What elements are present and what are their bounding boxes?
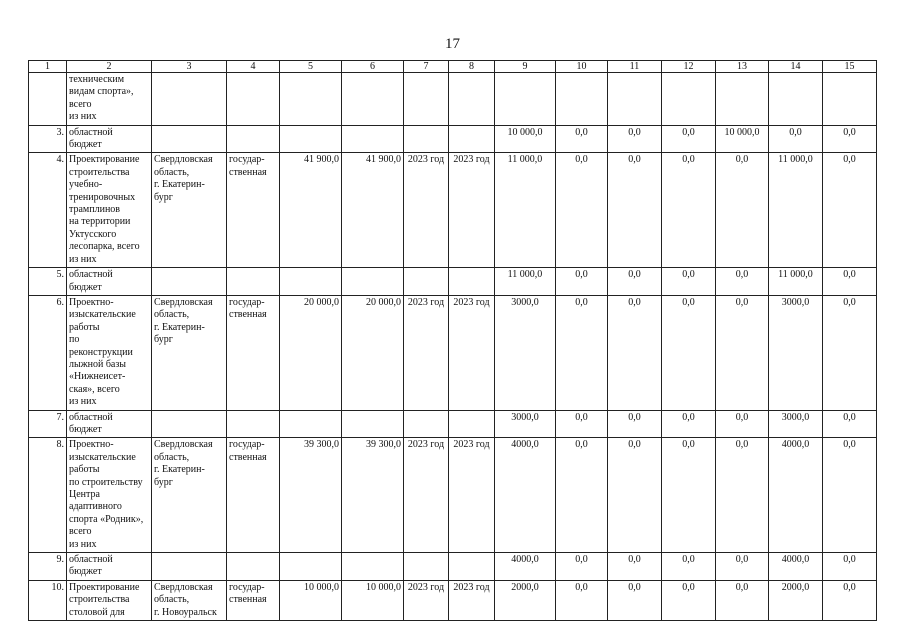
- amount-cell: 3000,0: [769, 410, 823, 438]
- amount-cell: 0,0: [608, 410, 662, 438]
- item-name-cell: Проектно- изыскательские работы по реконструкции лыжной базы «Нижнеисет- ская», всего из них: [67, 295, 152, 410]
- amount-cell: 0,0: [716, 410, 769, 438]
- amount-cell: 0,0: [662, 125, 716, 153]
- table-row: [29, 580, 877, 620]
- amount-cell: 0,0: [556, 580, 608, 620]
- start-year-cell: [404, 73, 449, 126]
- estimated-cost-cell: [280, 268, 342, 296]
- ownership-form-cell: государ- ственная: [227, 438, 280, 553]
- amount-cell: [716, 73, 769, 126]
- amount-cell: 0,0: [662, 553, 716, 581]
- amount-total-cell: 3000,0: [495, 295, 556, 410]
- amount-cell: 0,0: [716, 153, 769, 268]
- item-name-cell: техническим видам спорта», всего из них: [67, 73, 152, 126]
- location-cell: [152, 268, 227, 296]
- table-row: [29, 153, 877, 268]
- row-number-cell: 7.: [29, 410, 67, 438]
- end-year-cell: [449, 553, 495, 581]
- amount-cell: 11 000,0: [769, 153, 823, 268]
- amount-cell: 0,0: [662, 438, 716, 553]
- amount-cell: 2000,0: [769, 580, 823, 620]
- amount-total-cell: 4000,0: [495, 438, 556, 553]
- start-year-cell: 2023 год: [404, 438, 449, 553]
- amount-cell: 11 000,0: [769, 268, 823, 296]
- location-cell: [152, 73, 227, 126]
- header-cell: 13: [716, 61, 769, 73]
- budget-table: [28, 60, 877, 621]
- header-cell: 4: [227, 61, 280, 73]
- amount-cell: 0,0: [716, 295, 769, 410]
- start-year-cell: 2023 год: [404, 580, 449, 620]
- ownership-form-cell: [227, 410, 280, 438]
- amount-cell: 0,0: [823, 295, 877, 410]
- location-cell: [152, 125, 227, 153]
- row-number-cell: 3.: [29, 125, 67, 153]
- amount-cell: 0,0: [823, 553, 877, 581]
- header-cell: 5: [280, 61, 342, 73]
- amount-cell: 0,0: [556, 268, 608, 296]
- header-cell: 7: [404, 61, 449, 73]
- amount-cell: 0,0: [608, 295, 662, 410]
- amount-cell: 4000,0: [769, 438, 823, 553]
- amount-cell: 0,0: [608, 438, 662, 553]
- end-year-cell: 2023 год: [449, 580, 495, 620]
- header-cell: 9: [495, 61, 556, 73]
- total-cost-cell: 39 300,0: [342, 438, 404, 553]
- amount-total-cell: 2000,0: [495, 580, 556, 620]
- amount-total-cell: 11 000,0: [495, 153, 556, 268]
- estimated-cost-cell: 10 000,0: [280, 580, 342, 620]
- amount-cell: 0,0: [608, 580, 662, 620]
- amount-cell: 0,0: [662, 410, 716, 438]
- row-number-cell: 9.: [29, 553, 67, 581]
- amount-cell: 0,0: [716, 553, 769, 581]
- table-row: [29, 73, 877, 126]
- estimated-cost-cell: 39 300,0: [280, 438, 342, 553]
- amount-cell: [769, 73, 823, 126]
- start-year-cell: [404, 410, 449, 438]
- table-row: [29, 268, 877, 296]
- table-row: [29, 125, 877, 153]
- amount-cell: 0,0: [556, 125, 608, 153]
- header-cell: 2: [67, 61, 152, 73]
- amount-cell: 0,0: [823, 410, 877, 438]
- amount-cell: [823, 73, 877, 126]
- estimated-cost-cell: [280, 553, 342, 581]
- item-name-cell: Проектно- изыскательские работы по строительству Центра адаптивного спорта «Родник», всего из них: [67, 438, 152, 553]
- amount-cell: 0,0: [608, 553, 662, 581]
- end-year-cell: [449, 410, 495, 438]
- row-number-cell: 5.: [29, 268, 67, 296]
- location-cell: Свердловская область, г. Екатерин- бург: [152, 438, 227, 553]
- end-year-cell: [449, 268, 495, 296]
- item-name-cell: областной бюджет: [67, 410, 152, 438]
- total-cost-cell: 20 000,0: [342, 295, 404, 410]
- header-cell: 1: [29, 61, 67, 73]
- start-year-cell: [404, 268, 449, 296]
- header-cell: 11: [608, 61, 662, 73]
- amount-cell: 0,0: [823, 268, 877, 296]
- amount-cell: 0,0: [662, 580, 716, 620]
- header-cell: 15: [823, 61, 877, 73]
- end-year-cell: 2023 год: [449, 438, 495, 553]
- header-row: [29, 61, 877, 73]
- total-cost-cell: [342, 268, 404, 296]
- table-row: [29, 438, 877, 553]
- header-cell: 12: [662, 61, 716, 73]
- ownership-form-cell: [227, 553, 280, 581]
- total-cost-cell: [342, 73, 404, 126]
- item-name-cell: областной бюджет: [67, 268, 152, 296]
- ownership-form-cell: государ- ственная: [227, 153, 280, 268]
- amount-cell: 0,0: [716, 438, 769, 553]
- amount-cell: 0,0: [769, 125, 823, 153]
- ownership-form-cell: [227, 73, 280, 126]
- amount-cell: [662, 73, 716, 126]
- start-year-cell: 2023 год: [404, 153, 449, 268]
- amount-cell: 0,0: [608, 125, 662, 153]
- amount-cell: [556, 73, 608, 126]
- header-cell: 8: [449, 61, 495, 73]
- ownership-form-cell: государ- ственная: [227, 295, 280, 410]
- end-year-cell: [449, 73, 495, 126]
- amount-cell: 0,0: [556, 153, 608, 268]
- amount-cell: 0,0: [823, 125, 877, 153]
- amount-cell: 0,0: [716, 268, 769, 296]
- location-cell: Свердловская область, г. Новоуральск: [152, 580, 227, 620]
- amount-cell: 0,0: [556, 438, 608, 553]
- header-cell: 6: [342, 61, 404, 73]
- start-year-cell: [404, 553, 449, 581]
- item-name-cell: Проектирование строительства столовой для: [67, 580, 152, 620]
- location-cell: Свердловская область, г. Екатерин- бург: [152, 295, 227, 410]
- location-cell: [152, 410, 227, 438]
- start-year-cell: [404, 125, 449, 153]
- total-cost-cell: 10 000,0: [342, 580, 404, 620]
- row-number-cell: 6.: [29, 295, 67, 410]
- amount-cell: 0,0: [662, 153, 716, 268]
- amount-cell: 0,0: [556, 553, 608, 581]
- amount-cell: 10 000,0: [716, 125, 769, 153]
- ownership-form-cell: [227, 268, 280, 296]
- header-cell: 14: [769, 61, 823, 73]
- amount-total-cell: 4000,0: [495, 553, 556, 581]
- table-row: [29, 410, 877, 438]
- amount-cell: 0,0: [823, 153, 877, 268]
- amount-cell: 0,0: [823, 438, 877, 553]
- row-number-cell: [29, 73, 67, 126]
- item-name-cell: Проектирование строительства учебно- тренировочных трамплинов на территории Уктусского лесопарка, всего из них: [67, 153, 152, 268]
- location-cell: [152, 553, 227, 581]
- item-name-cell: областной бюджет: [67, 125, 152, 153]
- estimated-cost-cell: 41 900,0: [280, 153, 342, 268]
- total-cost-cell: [342, 410, 404, 438]
- amount-total-cell: 10 000,0: [495, 125, 556, 153]
- amount-total-cell: [495, 73, 556, 126]
- amount-cell: 0,0: [556, 410, 608, 438]
- row-number-cell: 4.: [29, 153, 67, 268]
- amount-cell: 0,0: [608, 268, 662, 296]
- ownership-form-cell: государ- ственная: [227, 580, 280, 620]
- total-cost-cell: [342, 125, 404, 153]
- item-name-cell: областной бюджет: [67, 553, 152, 581]
- amount-cell: [608, 73, 662, 126]
- header-cell: 10: [556, 61, 608, 73]
- table-row: [29, 553, 877, 581]
- amount-cell: 3000,0: [769, 295, 823, 410]
- end-year-cell: 2023 год: [449, 295, 495, 410]
- estimated-cost-cell: [280, 73, 342, 126]
- amount-cell: 0,0: [556, 295, 608, 410]
- table-row: [29, 295, 877, 410]
- amount-cell: 0,0: [823, 580, 877, 620]
- estimated-cost-cell: 20 000,0: [280, 295, 342, 410]
- page-number: 17: [445, 36, 460, 52]
- start-year-cell: 2023 год: [404, 295, 449, 410]
- amount-cell: 0,0: [662, 295, 716, 410]
- amount-cell: 4000,0: [769, 553, 823, 581]
- amount-total-cell: 3000,0: [495, 410, 556, 438]
- total-cost-cell: 41 900,0: [342, 153, 404, 268]
- estimated-cost-cell: [280, 410, 342, 438]
- end-year-cell: 2023 год: [449, 153, 495, 268]
- amount-cell: 0,0: [716, 580, 769, 620]
- total-cost-cell: [342, 553, 404, 581]
- row-number-cell: 10.: [29, 580, 67, 620]
- estimated-cost-cell: [280, 125, 342, 153]
- location-cell: Свердловская область, г. Екатерин- бург: [152, 153, 227, 268]
- header-cell: 3: [152, 61, 227, 73]
- amount-cell: 0,0: [662, 268, 716, 296]
- amount-total-cell: 11 000,0: [495, 268, 556, 296]
- end-year-cell: [449, 125, 495, 153]
- amount-cell: 0,0: [608, 153, 662, 268]
- row-number-cell: 8.: [29, 438, 67, 553]
- ownership-form-cell: [227, 125, 280, 153]
